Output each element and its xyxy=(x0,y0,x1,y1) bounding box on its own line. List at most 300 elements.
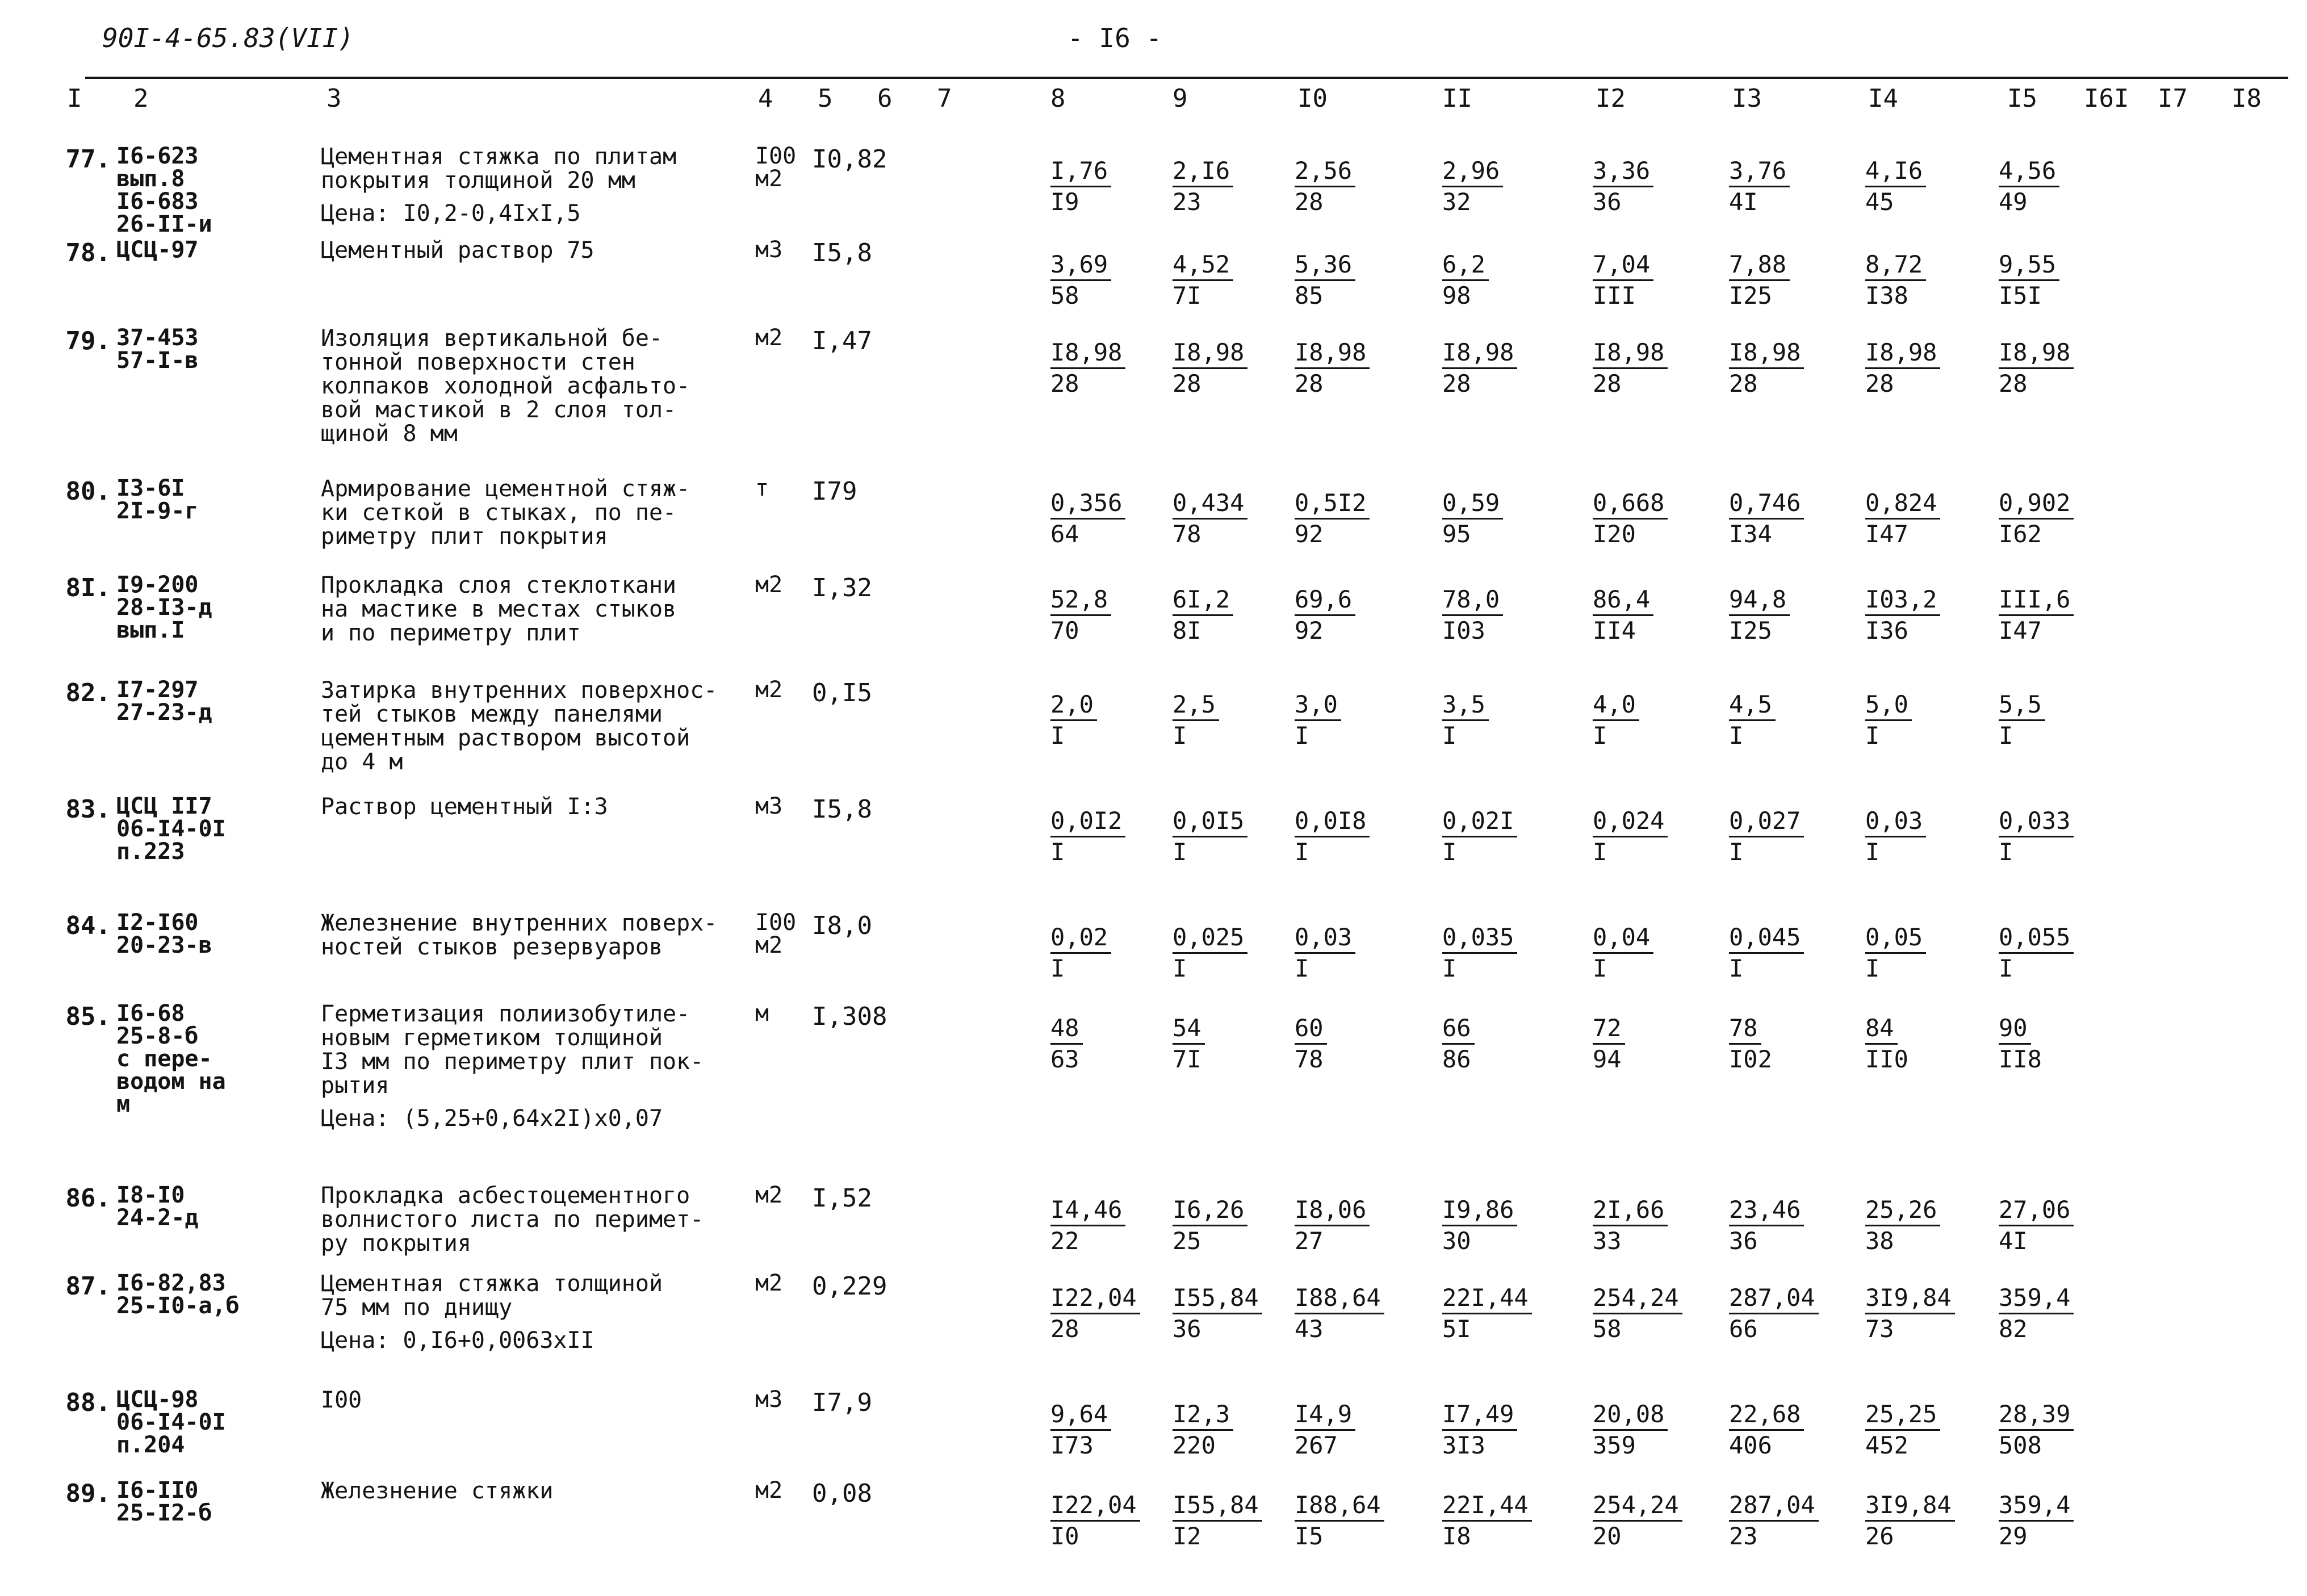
norm-code: I6-623 вып.8 I6-683 26-II-и xyxy=(116,143,212,237)
unit-quantity: I,52 xyxy=(812,1184,872,1213)
work-description: Железнение стяжки xyxy=(321,1478,554,1504)
cell-value-bottom: 359 xyxy=(1593,1431,1636,1459)
value-cell xyxy=(1442,1400,1517,1460)
cell-value-bottom: I xyxy=(1999,954,2013,982)
unit-quantity: I0,82 xyxy=(812,145,887,174)
cell-value-top: 22I,44 xyxy=(1442,1490,1532,1522)
cell-value-bottom: 406 xyxy=(1729,1431,1772,1459)
cell-value-top: 20,08 xyxy=(1593,1400,1668,1431)
value-cell xyxy=(1865,585,1940,646)
unit: м2 xyxy=(755,325,783,351)
norm-code: I9-200 28-I3-д вып.I xyxy=(116,572,212,643)
cell-value-bottom: I xyxy=(1729,722,1744,749)
column-header: 9 xyxy=(1173,84,1188,113)
cell-value-top: 6I,2 xyxy=(1173,585,1233,616)
cell-value-top: I9,86 xyxy=(1442,1195,1517,1226)
cell-value-bottom: I34 xyxy=(1729,520,1772,548)
cell-value-top: 28,39 xyxy=(1999,1400,2074,1431)
value-cell xyxy=(1442,806,1517,867)
unit: т xyxy=(755,475,769,501)
value-cell xyxy=(1442,690,1489,751)
cell-value-bottom: I xyxy=(1593,722,1607,749)
value-cell xyxy=(1999,1013,2042,1074)
cell-value-top: 3,36 xyxy=(1593,156,1653,187)
cell-value-bottom: 28 xyxy=(1050,1315,1079,1343)
value-cell xyxy=(1999,338,2074,399)
cell-value-bottom: 85 xyxy=(1295,282,1324,309)
column-header: 3 xyxy=(326,84,342,113)
value-cell xyxy=(1729,250,1790,311)
unit-quantity: I,32 xyxy=(812,573,872,602)
value-cell xyxy=(1999,585,2074,646)
cell-value-top: 3,0 xyxy=(1295,690,1341,721)
value-cell xyxy=(1295,156,1355,217)
value-cell xyxy=(1593,1283,1682,1344)
value-cell xyxy=(1729,585,1790,646)
value-cell xyxy=(1593,806,1668,867)
cell-value-bottom: I xyxy=(1295,838,1309,866)
value-cell xyxy=(1593,1013,1625,1074)
cell-value-bottom: I xyxy=(1729,838,1744,866)
cell-value-bottom: I03 xyxy=(1442,617,1485,644)
cell-value-bottom: I xyxy=(1442,838,1457,866)
value-cell xyxy=(1295,690,1341,751)
cell-value-bottom: 27 xyxy=(1295,1227,1324,1255)
column-header: 5 xyxy=(818,84,833,113)
cell-value-top: I8,98 xyxy=(1729,338,1804,369)
cell-value-top: 0,434 xyxy=(1173,488,1247,520)
value-cell xyxy=(1295,1013,1327,1074)
work-description: Затирка внутренних поверхнос- тей стыков между панелями цементным раствором высотой до 4 м xyxy=(321,677,718,775)
cell-value-bottom: I5I xyxy=(1999,282,2042,309)
cell-value-bottom: 82 xyxy=(1999,1315,2028,1343)
cell-value-bottom: I xyxy=(1050,722,1065,749)
cell-value-bottom: II8 xyxy=(1999,1045,2042,1073)
cell-value-top: 0,746 xyxy=(1729,488,1804,520)
cell-value-bottom: 20 xyxy=(1593,1522,1622,1550)
norm-code: I2-I60 20-23-в xyxy=(116,910,212,958)
cell-value-bottom: 92 xyxy=(1295,617,1324,644)
row-number: 82. xyxy=(65,678,111,707)
row-number: 84. xyxy=(65,911,111,940)
cell-value-top: 25,26 xyxy=(1865,1195,1940,1226)
cell-value-bottom: 28 xyxy=(1999,370,2028,397)
value-cell xyxy=(1050,156,1111,217)
cell-value-top: 0,0I2 xyxy=(1050,806,1125,837)
value-cell xyxy=(1173,1283,1262,1344)
value-cell xyxy=(1729,1490,1819,1551)
value-cell xyxy=(1442,1013,1475,1074)
value-cell xyxy=(1593,585,1653,646)
cell-value-top: 254,24 xyxy=(1593,1490,1682,1522)
cell-value-top: 359,4 xyxy=(1999,1490,2074,1522)
value-cell xyxy=(1999,923,2074,983)
cell-value-top: I55,84 xyxy=(1173,1490,1262,1522)
cell-value-top: I88,64 xyxy=(1295,1490,1384,1522)
cell-value-bottom: 58 xyxy=(1050,282,1079,309)
cell-value-top: I55,84 xyxy=(1173,1283,1262,1314)
cell-value-top: I8,98 xyxy=(1442,338,1517,369)
cell-value-top: 66 xyxy=(1442,1013,1475,1045)
value-cell xyxy=(1999,1195,2074,1256)
work-description: Раствор цементный I:3 xyxy=(321,794,608,820)
value-cell xyxy=(1050,1195,1125,1256)
value-cell xyxy=(1173,156,1233,217)
row-number: 79. xyxy=(65,326,111,355)
cell-value-bottom: 4I xyxy=(1729,188,1758,216)
cell-value-top: 0,05 xyxy=(1865,923,1926,954)
unit: м2 xyxy=(755,1270,783,1296)
work-description: Цементная стяжка толщиной 75 мм по днищу xyxy=(321,1271,663,1321)
cell-value-top: I8,98 xyxy=(1050,338,1125,369)
cell-value-bottom: I xyxy=(1295,722,1309,749)
cell-value-bottom: I xyxy=(1999,722,2013,749)
cell-value-bottom: I xyxy=(1729,954,1744,982)
cell-value-bottom: I xyxy=(1442,722,1457,749)
cell-value-bottom: I36 xyxy=(1865,617,1908,644)
cell-value-top: I6,26 xyxy=(1173,1195,1247,1226)
work-description: I00 xyxy=(321,1387,362,1413)
cell-value-top: 2,96 xyxy=(1442,156,1503,187)
cell-value-bottom: I02 xyxy=(1729,1045,1772,1073)
cell-value-top: I8,98 xyxy=(1999,338,2074,369)
value-cell xyxy=(1729,690,1776,751)
cell-value-bottom: 73 xyxy=(1865,1315,1894,1343)
cell-value-bottom: 45 xyxy=(1865,188,1894,216)
cell-value-bottom: 7I xyxy=(1173,282,1201,309)
cell-value-top: 60 xyxy=(1295,1013,1327,1045)
value-cell xyxy=(1865,1400,1940,1460)
cell-value-bottom: 36 xyxy=(1173,1315,1201,1343)
cell-value-top: 4,I6 xyxy=(1865,156,1926,187)
norm-code: ЦСЦ-98 06-I4-0I п.204 xyxy=(116,1386,226,1458)
cell-value-bottom: 28 xyxy=(1295,188,1324,216)
column-header: 8 xyxy=(1050,84,1066,113)
value-cell xyxy=(1173,585,1233,646)
value-cell xyxy=(1295,1195,1370,1256)
value-cell xyxy=(1295,923,1355,983)
work-description: Прокладка асбестоцементного волнистого листа по перимет- ру покрытия xyxy=(321,1183,704,1256)
cell-value-top: 84 xyxy=(1865,1013,1898,1045)
cell-value-top: 0,02 xyxy=(1050,923,1111,954)
value-cell xyxy=(1729,488,1804,549)
value-cell xyxy=(1593,690,1639,751)
cell-value-top: 0,356 xyxy=(1050,488,1125,520)
value-cell xyxy=(1442,250,1489,311)
cell-value-bottom: 28 xyxy=(1593,370,1622,397)
cell-value-top: 0,027 xyxy=(1729,806,1804,837)
column-header: 4 xyxy=(758,84,773,113)
value-cell xyxy=(1295,585,1355,646)
cell-value-bottom: II4 xyxy=(1593,617,1636,644)
cell-value-bottom: 86 xyxy=(1442,1045,1471,1073)
cell-value-top: 3I9,84 xyxy=(1865,1490,1955,1522)
value-cell xyxy=(1173,690,1219,751)
cell-value-top: 8,72 xyxy=(1865,250,1926,281)
unit: м2 xyxy=(755,677,783,703)
unit-quantity: 0,229 xyxy=(812,1272,887,1301)
cell-value-top: 0,045 xyxy=(1729,923,1804,954)
column-header: I2 xyxy=(1596,84,1626,113)
cell-value-top: 4,52 xyxy=(1173,250,1233,281)
column-header: I xyxy=(67,84,82,113)
value-cell xyxy=(1729,806,1804,867)
cell-value-bottom: 64 xyxy=(1050,520,1079,548)
value-cell xyxy=(1173,923,1247,983)
cell-value-top: 23,46 xyxy=(1729,1195,1804,1226)
cell-value-top: 0,668 xyxy=(1593,488,1668,520)
norm-code: I8-I0 24-2-д xyxy=(116,1182,199,1231)
cell-value-bottom: 5I xyxy=(1442,1315,1471,1343)
cell-value-top: 4,0 xyxy=(1593,690,1639,721)
norm-code: I7-297 27-23-д xyxy=(116,677,212,726)
value-cell xyxy=(1295,250,1355,311)
unit: м3 xyxy=(755,237,783,263)
value-cell xyxy=(1593,338,1668,399)
cell-value-top: 0,0I8 xyxy=(1295,806,1370,837)
cell-value-bottom: I2 xyxy=(1173,1522,1201,1550)
cell-value-bottom: 66 xyxy=(1729,1315,1758,1343)
value-cell xyxy=(1295,488,1370,549)
cell-value-top: I03,2 xyxy=(1865,585,1940,616)
cell-value-bottom: 28 xyxy=(1865,370,1894,397)
value-cell xyxy=(1295,1283,1384,1344)
value-cell xyxy=(1593,1490,1682,1551)
cell-value-bottom: 32 xyxy=(1442,188,1471,216)
cell-value-bottom: 30 xyxy=(1442,1227,1471,1255)
row-number: 88. xyxy=(65,1388,111,1417)
cell-value-bottom: I0 xyxy=(1050,1522,1079,1550)
value-cell xyxy=(1295,806,1370,867)
value-cell xyxy=(1999,690,2045,751)
cell-value-bottom: 63 xyxy=(1050,1045,1079,1073)
value-cell xyxy=(1865,806,1926,867)
row-number: 85. xyxy=(65,1002,111,1031)
cell-value-top: 90 xyxy=(1999,1013,2031,1045)
cell-value-top: 27,06 xyxy=(1999,1195,2074,1226)
cell-value-bottom: 28 xyxy=(1295,370,1324,397)
norm-code: ЦСЦ-97 xyxy=(116,237,199,263)
cell-value-bottom: 3I3 xyxy=(1442,1431,1485,1459)
value-cell xyxy=(1173,250,1233,311)
cell-value-top: III,6 xyxy=(1999,585,2074,616)
cell-value-top: 5,36 xyxy=(1295,250,1355,281)
cell-value-bottom: 28 xyxy=(1050,370,1079,397)
value-cell xyxy=(1173,338,1247,399)
cell-value-top: 9,55 xyxy=(1999,250,2059,281)
cell-value-top: I2,3 xyxy=(1173,1400,1233,1431)
cell-value-top: I8,98 xyxy=(1173,338,1247,369)
unit-quantity: I,47 xyxy=(812,326,872,355)
cell-value-bottom: 43 xyxy=(1295,1315,1324,1343)
cell-value-top: 3,5 xyxy=(1442,690,1489,721)
cell-value-top: I22,04 xyxy=(1050,1490,1140,1522)
column-header: I0 xyxy=(1297,84,1328,113)
cell-value-bottom: 508 xyxy=(1999,1431,2042,1459)
cell-value-top: 0,04 xyxy=(1593,923,1653,954)
cell-value-bottom: I xyxy=(1050,838,1065,866)
unit: I00 м2 xyxy=(755,910,797,958)
column-header: I4 xyxy=(1868,84,1898,113)
cell-value-top: 94,8 xyxy=(1729,585,1790,616)
value-cell xyxy=(1999,1400,2074,1460)
cell-value-top: 2,56 xyxy=(1295,156,1355,187)
row-number: 86. xyxy=(65,1184,111,1213)
cell-value-bottom: 78 xyxy=(1295,1045,1324,1073)
unit: м xyxy=(755,1000,769,1027)
cell-value-top: 0,5I2 xyxy=(1295,488,1370,520)
value-cell xyxy=(1865,690,1912,751)
cell-value-top: I8,06 xyxy=(1295,1195,1370,1226)
work-description: Изоляция вертикальной бе- тонной поверхности стен колпаков холодной асфальто- вой мастикой в 2 слоя тол- щиной 8 мм xyxy=(321,325,690,447)
cell-value-top: I4,46 xyxy=(1050,1195,1125,1226)
cell-value-bottom: 452 xyxy=(1865,1431,1908,1459)
cell-value-bottom: I xyxy=(1865,954,1880,982)
cell-value-bottom: I xyxy=(1593,954,1607,982)
price-formula: Цена: (5,25+0,64x2I)x0,07 xyxy=(321,1105,663,1132)
value-cell xyxy=(1442,585,1503,646)
cell-value-top: I88,64 xyxy=(1295,1283,1384,1314)
column-header: I7 xyxy=(2158,84,2188,113)
cell-value-top: 78 xyxy=(1729,1013,1761,1045)
cell-value-bottom: I25 xyxy=(1729,617,1772,644)
cell-value-bottom: 29 xyxy=(1999,1522,2028,1550)
cell-value-bottom: 28 xyxy=(1442,370,1471,397)
value-cell xyxy=(1442,338,1517,399)
header-rule xyxy=(85,77,2288,79)
unit-quantity: I8,0 xyxy=(812,911,872,940)
cell-value-bottom: 26 xyxy=(1865,1522,1894,1550)
value-cell xyxy=(1865,1490,1955,1551)
price-formula: Цена: I0,2-0,4IxI,5 xyxy=(321,200,581,227)
cell-value-top: 2,5 xyxy=(1173,690,1219,721)
cell-value-top: 0,025 xyxy=(1173,923,1247,954)
value-cell xyxy=(1050,488,1125,549)
row-number: 8I. xyxy=(65,573,111,602)
value-cell xyxy=(1865,156,1926,217)
cell-value-top: 6,2 xyxy=(1442,250,1489,281)
cell-value-bottom: I xyxy=(1442,954,1457,982)
cell-value-top: 0,824 xyxy=(1865,488,1940,520)
value-cell xyxy=(1173,1195,1247,1256)
price-formula: Цена: 0,I6+0,0063xII xyxy=(321,1327,594,1354)
cell-value-top: 0,03 xyxy=(1295,923,1355,954)
value-cell xyxy=(1593,923,1653,983)
cell-value-bottom: I xyxy=(1999,838,2013,866)
row-number: 83. xyxy=(65,795,111,824)
cell-value-bottom: I xyxy=(1173,954,1187,982)
cell-value-bottom: 23 xyxy=(1173,188,1201,216)
cell-value-bottom: 38 xyxy=(1865,1227,1894,1255)
cell-value-bottom: 28 xyxy=(1729,370,1758,397)
cell-value-top: I8,98 xyxy=(1593,338,1668,369)
column-header: 7 xyxy=(937,84,952,113)
value-cell xyxy=(1593,156,1653,217)
cell-value-top: 22,68 xyxy=(1729,1400,1804,1431)
value-cell xyxy=(1442,923,1517,983)
cell-value-top: 69,6 xyxy=(1295,585,1355,616)
cell-value-bottom: 95 xyxy=(1442,520,1471,548)
unit-quantity: I5,8 xyxy=(812,238,872,267)
value-cell xyxy=(1050,1490,1140,1551)
cell-value-top: 86,4 xyxy=(1593,585,1653,616)
cell-value-bottom: 22 xyxy=(1050,1227,1079,1255)
column-header: II xyxy=(1442,84,1472,113)
column-header: 2 xyxy=(133,84,149,113)
cell-value-top: 22I,44 xyxy=(1442,1283,1532,1314)
value-cell xyxy=(1729,1283,1819,1344)
value-cell xyxy=(1865,488,1940,549)
cell-value-bottom: I xyxy=(1050,954,1065,982)
norm-code: I6-82,83 25-I0-а,б xyxy=(116,1270,240,1319)
norm-code: 37-453 57-I-в xyxy=(116,325,199,374)
cell-value-bottom: 33 xyxy=(1593,1227,1622,1255)
cell-value-top: 5,0 xyxy=(1865,690,1912,721)
cell-value-top: 5,5 xyxy=(1999,690,2045,721)
value-cell xyxy=(1050,806,1125,867)
cell-value-top: 48 xyxy=(1050,1013,1083,1045)
cell-value-top: 0,03 xyxy=(1865,806,1926,837)
cell-value-top: 52,8 xyxy=(1050,585,1111,616)
cell-value-bottom: 98 xyxy=(1442,282,1471,309)
column-header: I8 xyxy=(2231,84,2262,113)
cell-value-bottom: 7I xyxy=(1173,1045,1201,1073)
work-description: Прокладка слоя стеклоткани на мастике в местах стыков и по периметру плит xyxy=(321,572,677,646)
cell-value-top: 2,I6 xyxy=(1173,156,1233,187)
work-description: Цементный раствор 75 xyxy=(321,237,594,263)
value-cell xyxy=(1729,1400,1804,1460)
value-cell xyxy=(1050,585,1111,646)
cell-value-bottom: I xyxy=(1593,838,1607,866)
cell-value-top: 9,64 xyxy=(1050,1400,1111,1431)
value-cell xyxy=(1729,1013,1772,1074)
cell-value-top: 0,035 xyxy=(1442,923,1517,954)
cell-value-bottom: 58 xyxy=(1593,1315,1622,1343)
cell-value-top: 359,4 xyxy=(1999,1283,2074,1314)
unit: м3 xyxy=(755,1386,783,1413)
value-cell xyxy=(1050,1283,1140,1344)
cell-value-bottom: 28 xyxy=(1173,370,1201,397)
value-cell xyxy=(1593,250,1653,311)
cell-value-top: 0,0I5 xyxy=(1173,806,1247,837)
cell-value-top: I,76 xyxy=(1050,156,1111,187)
unit-quantity: I79 xyxy=(812,477,857,506)
cell-value-top: I8,98 xyxy=(1295,338,1370,369)
cell-value-bottom: I73 xyxy=(1050,1431,1094,1459)
unit-quantity: I,308 xyxy=(812,1002,887,1031)
value-cell xyxy=(1999,806,2074,867)
value-cell xyxy=(1050,338,1125,399)
value-cell xyxy=(1729,923,1804,983)
cell-value-top: I22,04 xyxy=(1050,1283,1140,1314)
value-cell xyxy=(1173,1400,1233,1460)
value-cell xyxy=(1865,338,1940,399)
cell-value-top: I7,49 xyxy=(1442,1400,1517,1431)
value-cell xyxy=(1999,488,2074,549)
value-cell xyxy=(1865,250,1926,311)
value-cell xyxy=(1050,250,1111,311)
column-header: I3 xyxy=(1732,84,1762,113)
work-description: Армирование цементной стяж- ки сеткой в стыках, по пе- риметру плит покрытия xyxy=(321,476,690,550)
cell-value-top: 78,0 xyxy=(1442,585,1503,616)
cell-value-bottom: 78 xyxy=(1173,520,1201,548)
cell-value-bottom: I38 xyxy=(1865,282,1908,309)
cell-value-bottom: 92 xyxy=(1295,520,1324,548)
value-cell xyxy=(1050,690,1097,751)
value-cell xyxy=(1295,1400,1355,1460)
cell-value-top: 3,76 xyxy=(1729,156,1790,187)
cell-value-bottom: I20 xyxy=(1593,520,1636,548)
